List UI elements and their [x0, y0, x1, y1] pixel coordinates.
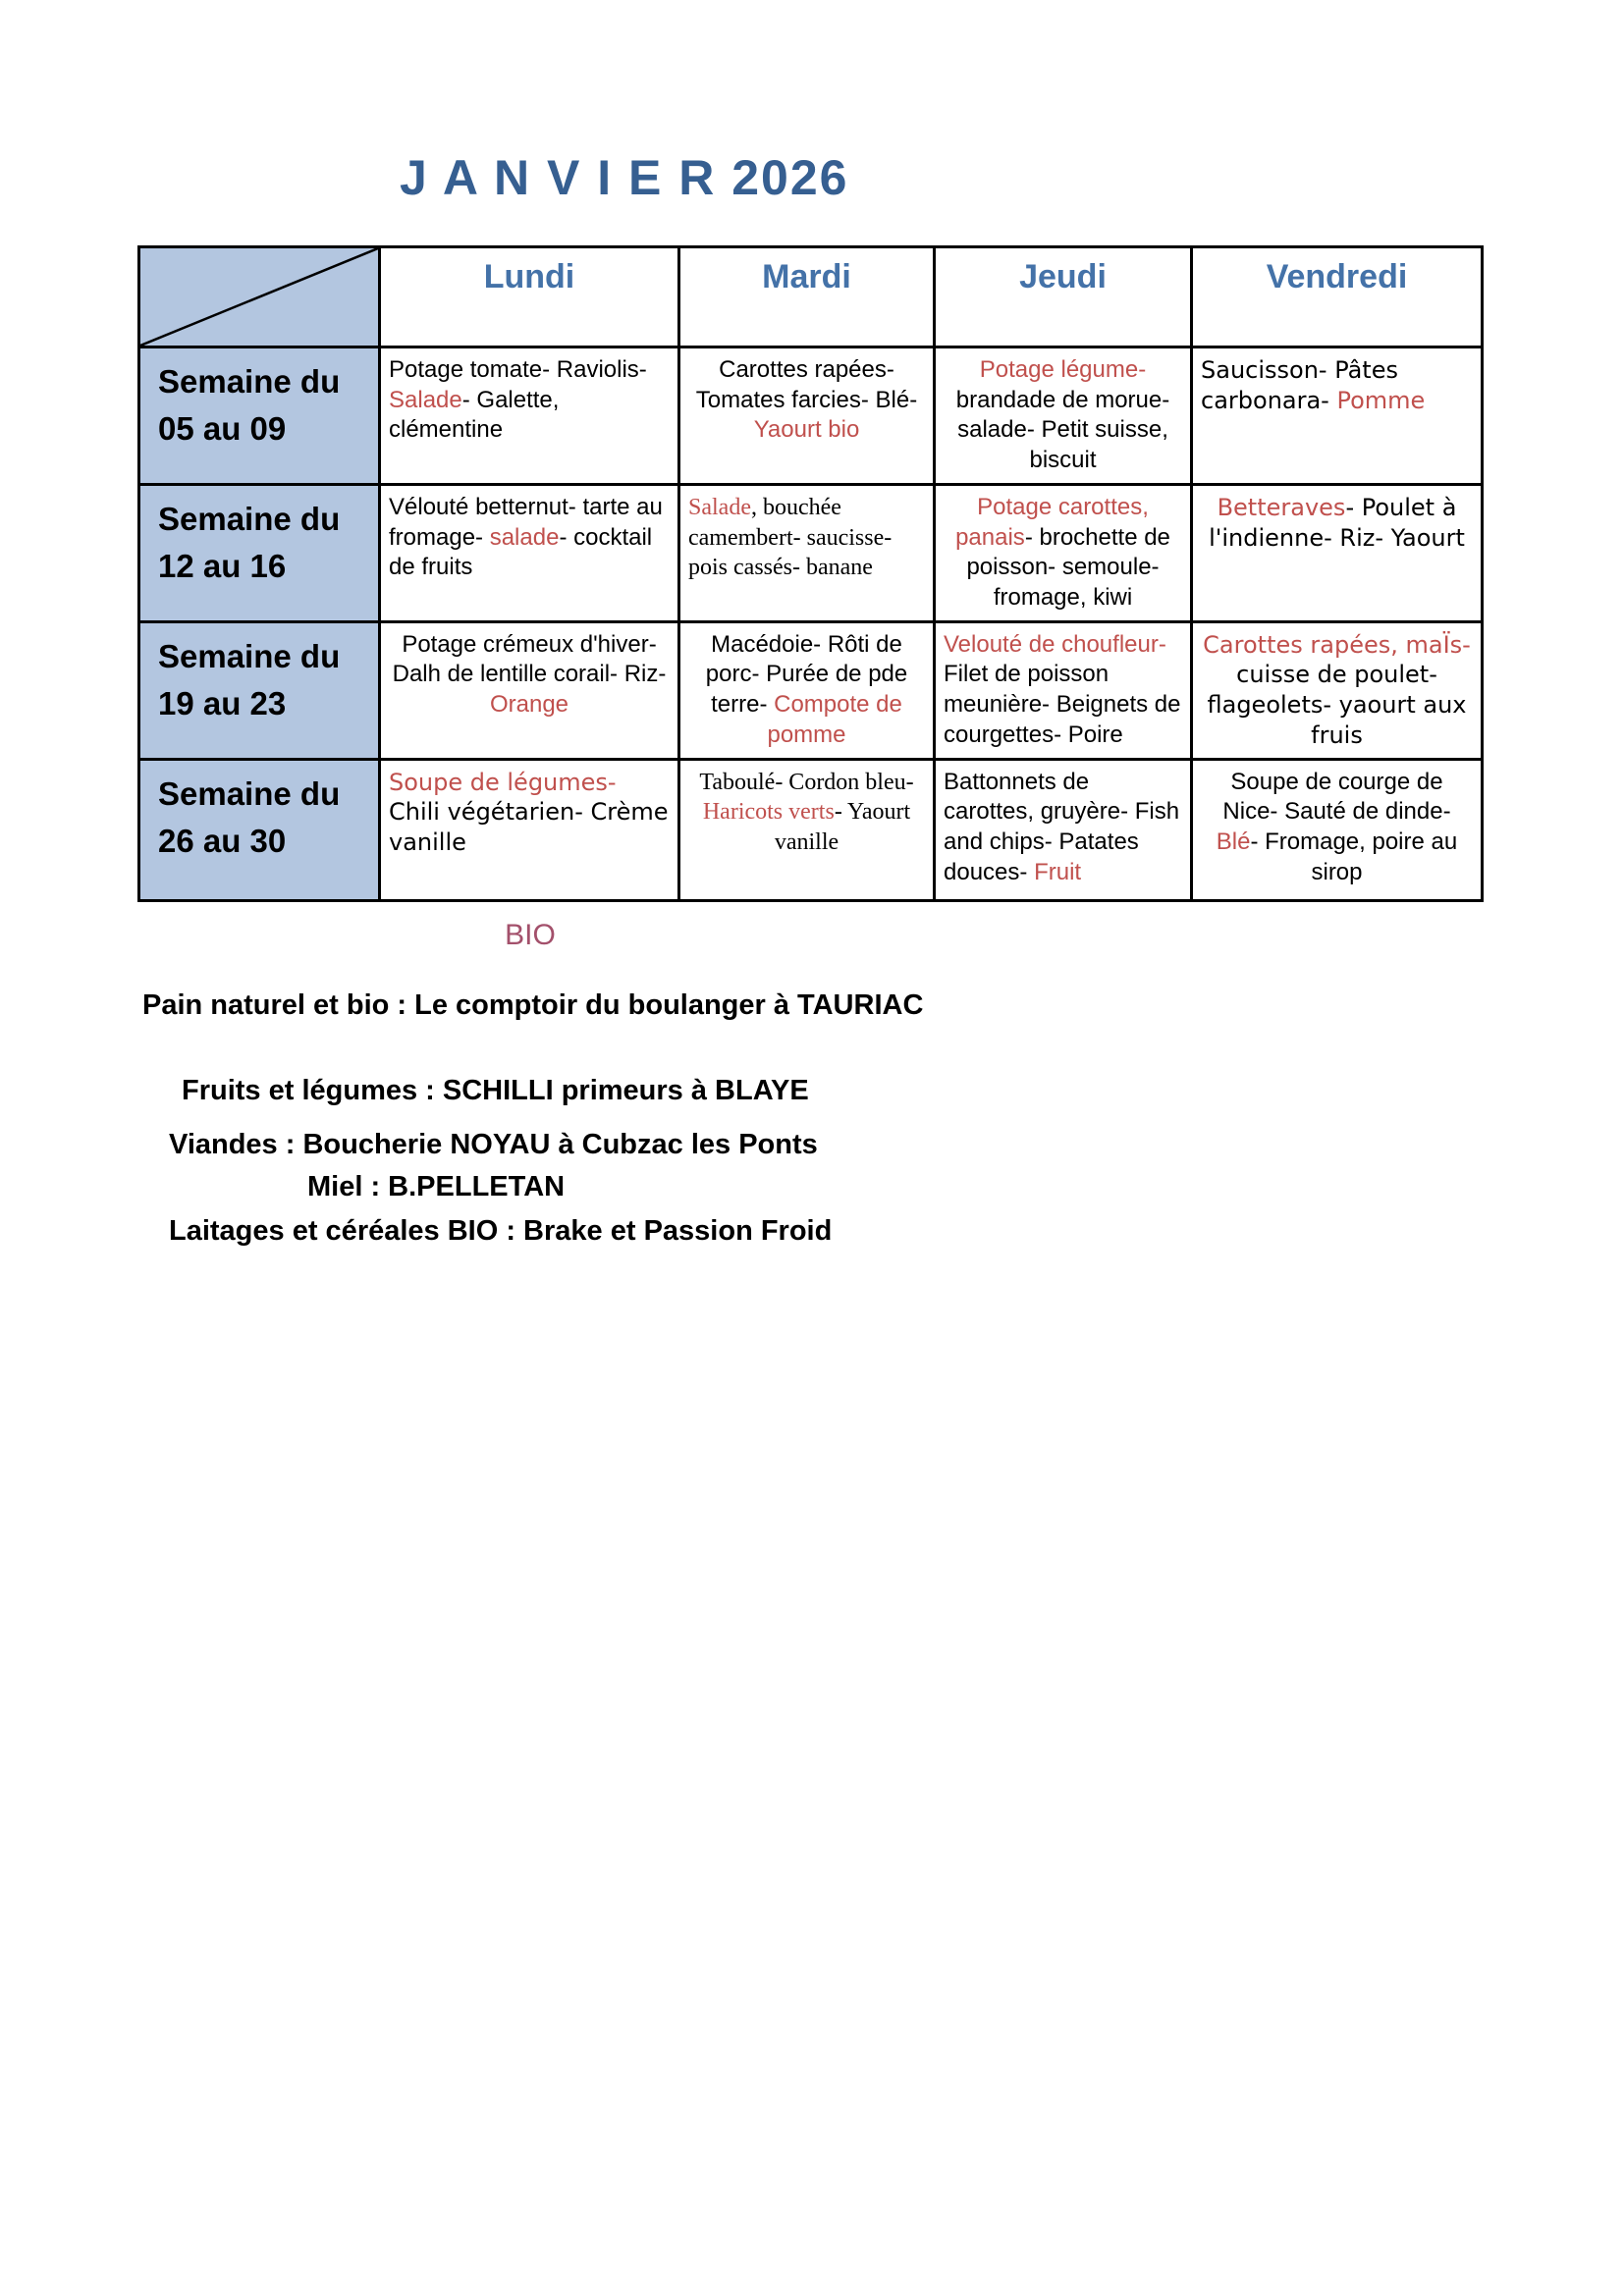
menu-item-text: - Yaourt vanille [774, 799, 911, 856]
menu-cell [679, 759, 935, 900]
menu-item-text: - brochette de poisson- semoule- fromage, kiwi [966, 523, 1170, 612]
week-label: Semaine du 19 au 23 [139, 621, 380, 759]
week-label: Semaine du 05 au 09 [139, 347, 380, 485]
menu-item-highlight: Velouté de choufleur- [944, 630, 1166, 658]
menu-cell [1192, 484, 1483, 621]
menu-cell [679, 621, 935, 759]
supplier-list [0, 988, 1624, 1249]
day-header-vendredi: Vendredi [1192, 247, 1483, 347]
menu-cell [1192, 759, 1483, 900]
menu-cell [935, 621, 1192, 759]
diagonal-line-icon [140, 248, 378, 346]
menu-item-highlight: Salade [389, 386, 462, 413]
menu-item-highlight: Potage légume- [979, 356, 1147, 383]
menu-item-text: Chili végétarien- Crème vanille [389, 798, 669, 857]
week-row [139, 759, 1483, 900]
supplier-line: Viandes : Boucherie NOYAU à Cubzac les Ponts [169, 1129, 818, 1160]
week-row [139, 621, 1483, 759]
week-label: Semaine du 26 au 30 [139, 759, 380, 900]
corner-cell [139, 247, 380, 347]
supplier-line: Fruits et légumes : SCHILLI primeurs à BLAYE [182, 1075, 809, 1106]
week-row [139, 484, 1483, 621]
menu-item-text: - Poulet à l'indienne- Riz- Yaourt [1209, 493, 1465, 552]
menu-item-text: Filet de poisson meunière- Beignets de courgettes- Poire [944, 661, 1181, 748]
supplier-line: Miel : B.PELLETAN [307, 1171, 566, 1202]
menu-item-text: , bouchée camembert- saucisse- pois cassés- banane [688, 494, 893, 581]
menu-item-highlight: Potage carottes, panais [955, 493, 1149, 551]
menu-cell [380, 759, 679, 900]
menu-item-highlight: Carottes rapées, maÏs- [1203, 630, 1471, 659]
menu-item-highlight: Salade [688, 494, 751, 520]
menu-cell [679, 484, 935, 621]
menu-item-text: Taboulé- Cordon bleu- [699, 769, 914, 795]
menu-item-text: cuisse de poulet- flageolets- yaourt aux fruis [1207, 661, 1467, 749]
day-header-mardi: Mardi [679, 247, 935, 347]
menu-item-text: - cocktail de fruits [389, 523, 653, 581]
week-label: Semaine du 12 au 16 [139, 484, 380, 621]
menu-item-highlight: Blé [1216, 828, 1251, 856]
menu-item-text: Vélouté betternut- tarte au fromage- [389, 493, 663, 551]
menu-table [137, 245, 1484, 902]
menu-cell [679, 347, 935, 485]
week-row [139, 347, 1483, 485]
menu-cell [380, 347, 679, 485]
page-title: J A N V I E R 2026 [400, 150, 849, 205]
menu-item-text: Soupe de courge de Nice- Sauté de dinde- [1222, 768, 1451, 826]
menu-item-highlight: Orange [489, 691, 569, 719]
menu-item-highlight: Fruit [1034, 858, 1082, 885]
menu-item-highlight: Yaourt bio [753, 416, 860, 444]
menu-cell [935, 759, 1192, 900]
day-header-jeudi: Jeudi [935, 247, 1192, 347]
menu-item-highlight: Soupe de légumes- [389, 768, 617, 796]
menu-item-text: Macédoie- Rôti de porc- Purée de pde terre- [705, 630, 908, 719]
menu-item-highlight: Compote de pomme [767, 691, 902, 748]
menu-cell [1192, 347, 1483, 485]
menu-item-text: Battonnets de carottes, gruyère- Fish and chips- Patates douces- [944, 768, 1180, 885]
menu-cell [935, 484, 1192, 621]
menu-item-text: brandade de morue- salade- Petit suisse, biscuit [955, 386, 1170, 474]
menu-cell [935, 347, 1192, 485]
supplier-line: Pain naturel et bio : Le comptoir du boulanger à TAURIAC [142, 989, 924, 1021]
menu-item-text: Potage crémeux d'hiver- Dalh de lentille corail- Riz- [392, 630, 667, 688]
day-header-lundi: Lundi [380, 247, 679, 347]
menu-item-highlight: Pomme [1336, 386, 1426, 414]
menu-item-highlight: Betteraves [1217, 493, 1346, 521]
menu-item-text: Potage tomate- Raviolis- [389, 356, 647, 383]
bio-label: BIO [505, 919, 556, 951]
menu-item-text: Saucisson- Pâtes carbonara- [1201, 356, 1398, 414]
menu-item-text: - Galette, clémentine [389, 386, 560, 444]
menu-item-highlight: Haricots verts [702, 799, 835, 826]
header-row [139, 247, 1483, 347]
menu-item-text: Carottes rapées- Tomates farcies- Blé- [695, 356, 918, 413]
menu-item-text: - Fromage, poire au sirop [1250, 828, 1458, 885]
menu-cell [1192, 621, 1483, 759]
supplier-line: Laitages et céréales BIO : Brake et Passion Froid [169, 1215, 833, 1247]
menu-cell [380, 621, 679, 759]
menu-cell [380, 484, 679, 621]
menu-item-highlight: salade [489, 523, 560, 551]
